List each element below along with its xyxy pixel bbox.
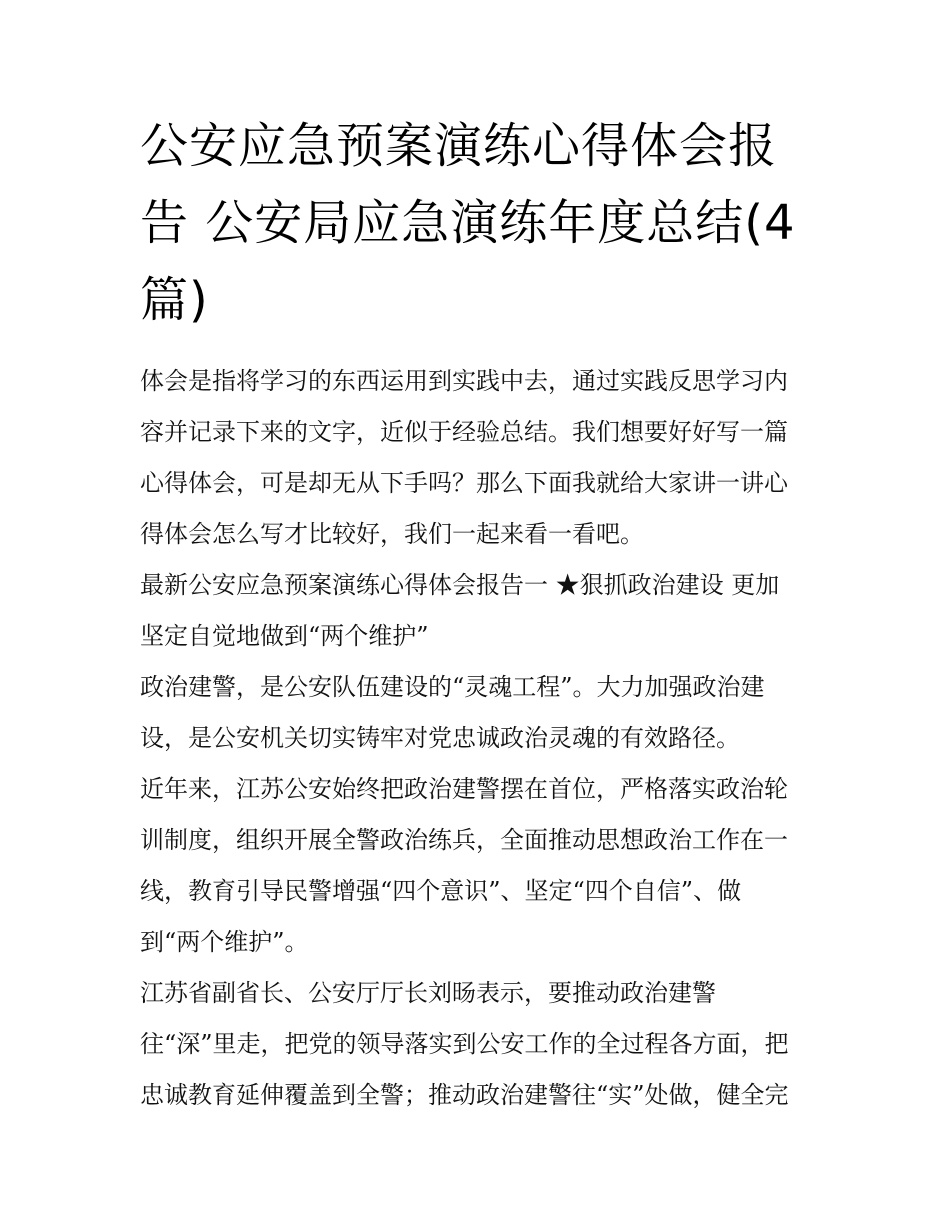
- text-line: 到“两个维护”。: [140, 928, 309, 956]
- text-line: 心得体会，可是却无从下手吗？那么下面我就给大家讲一讲心: [140, 469, 788, 497]
- text-line: 坚定自觉地做到“两个维护”: [140, 622, 429, 650]
- section-heading-paragraph: [140, 560, 830, 662]
- text-line: 训制度，组织开展全警政治练兵，全面推动思想政治工作在一: [140, 826, 788, 854]
- document-body: [140, 356, 830, 1121]
- text-line: 容并记录下来的文字，近似于经验总结。我们想要好好写一篇: [140, 418, 788, 446]
- intro-paragraph: [140, 356, 830, 560]
- document-title: [140, 108, 820, 339]
- text-line: 最新公安应急预案演练心得体会报告一 ★狠抓政治建设 更加: [140, 571, 780, 599]
- text-line: 政治建警，是公安队伍建设的“灵魂工程”。大力加强政治建: [140, 673, 765, 701]
- body-paragraph: [140, 662, 830, 764]
- text-line: 体会是指将学习的东西运用到实践中去，通过实践反思学习内: [140, 367, 788, 395]
- text-line: 线，教育引导民警增强“四个意识”、坚定“四个自信”、做: [140, 877, 742, 905]
- title-line: 告 公安局应急演练年度总结(4: [140, 195, 796, 251]
- title-line: 公安应急预案演练心得体会报: [140, 118, 778, 174]
- text-line: 近年来，江苏公安始终把政治建警摆在首位，严格落实政治轮: [140, 775, 788, 803]
- title-line: 篇): [140, 272, 209, 328]
- text-line: 设，是公安机关切实铸牢对党忠诚政治灵魂的有效路径。: [140, 724, 740, 752]
- text-line: 得体会怎么写才比较好，我们一起来看一看吧。: [140, 520, 644, 548]
- text-line: 往“深”里走，把党的领导落实到公安工作的全过程各方面，把: [140, 1030, 789, 1058]
- body-paragraph: [140, 968, 830, 1121]
- text-line: 忠诚教育延伸覆盖到全警；推动政治建警往“实”处做，健全完: [140, 1081, 789, 1109]
- body-paragraph: [140, 764, 830, 968]
- text-line: 江苏省副省长、公安厅厅长刘旸表示，要推动政治建警: [140, 979, 716, 1007]
